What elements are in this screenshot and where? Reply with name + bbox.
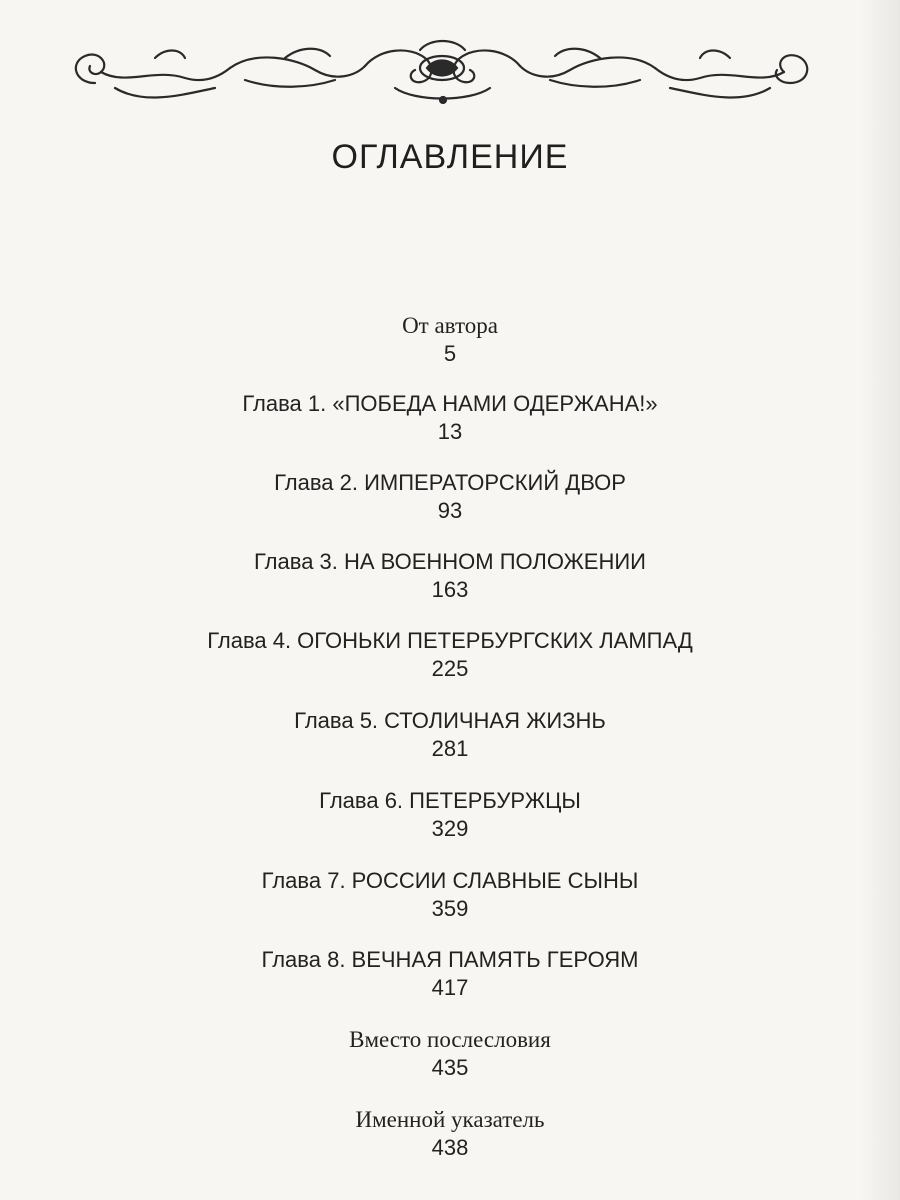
toc-entry [0, 1026, 900, 1082]
page-title: ОГЛАВЛЕНИЕ [331, 138, 569, 176]
toc-entry [0, 1106, 900, 1162]
toc-entry [0, 548, 900, 604]
toc-entry-page: 281 [431, 736, 469, 761]
ornament-header-icon [55, 28, 830, 120]
toc-entry [0, 469, 900, 525]
toc-entry [0, 946, 900, 1002]
toc-entry-label: Глава 1. «ПОБЕДА НАМИ ОДЕРЖАНА!» [242, 391, 658, 416]
toc-entry-page: 93 [437, 498, 463, 523]
toc-entry-page: 163 [431, 577, 469, 602]
toc-entry-label: Глава 6. ПЕТЕРБУРЖЦЫ [319, 788, 581, 813]
toc-entry-label: Глава 8. ВЕЧНАЯ ПАМЯТЬ ГЕРОЯМ [261, 947, 639, 972]
toc-entry [0, 390, 900, 446]
toc-entry-page: 225 [431, 656, 469, 681]
toc-entry-page: 438 [431, 1135, 469, 1160]
toc-entry-page: 5 [443, 341, 457, 366]
toc-entry-label: Глава 7. РОССИИ СЛАВНЫЕ СЫНЫ [261, 868, 639, 893]
toc-entry [0, 627, 900, 683]
toc-entry [0, 707, 900, 763]
toc-entry-page: 329 [431, 816, 469, 841]
toc-entry-label: От автора [402, 313, 498, 338]
toc-entry [0, 787, 900, 843]
toc-entry-label: Именной указатель [355, 1107, 545, 1132]
toc-entry-page: 435 [431, 1055, 469, 1080]
toc-entry-page: 359 [431, 896, 469, 921]
toc-entry-page: 13 [437, 419, 463, 444]
toc-entry-label: Вместо послесловия [349, 1027, 551, 1052]
toc-entry [0, 312, 900, 368]
toc-entry-label: Глава 5. СТОЛИЧНАЯ ЖИЗНЬ [294, 708, 606, 733]
toc-entry-label: Глава 3. НА ВОЕННОМ ПОЛОЖЕНИИ [254, 549, 646, 574]
toc-entry [0, 867, 900, 923]
toc-entry-label: Глава 2. ИМПЕРАТОРСКИЙ ДВОР [274, 470, 626, 495]
toc-entry-label: Глава 4. ОГОНЬКИ ПЕТЕРБУРГСКИХ ЛАМПАД [207, 628, 693, 653]
toc-entry-page: 417 [431, 975, 469, 1000]
